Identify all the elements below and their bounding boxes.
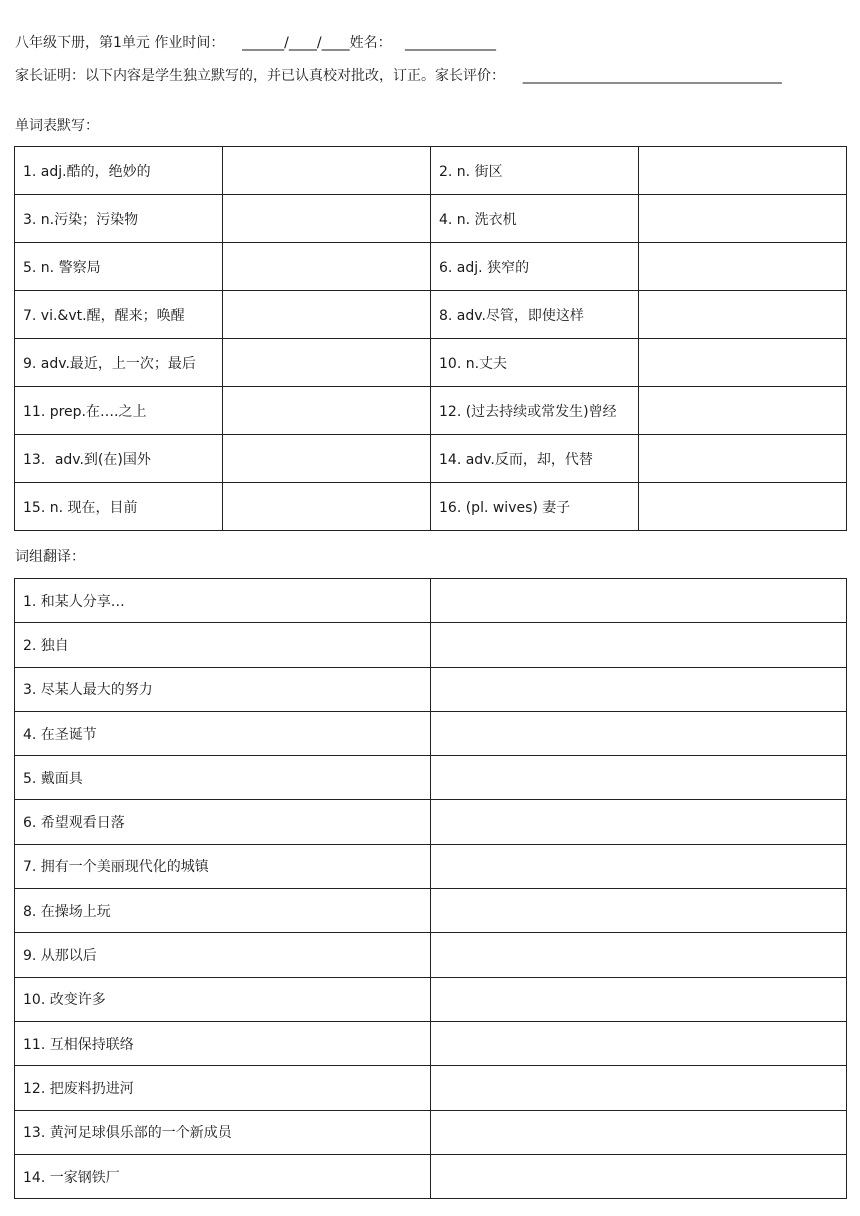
vocab-answer-cell[interactable] [639, 339, 847, 387]
phrase-row [15, 933, 847, 977]
phrase-row [15, 623, 847, 667]
phrase-prompt: 8. 在操场上玩 [15, 889, 431, 933]
phrase-answer-cell[interactable] [431, 623, 847, 667]
phrase-row [15, 844, 847, 888]
phrase-row [15, 756, 847, 800]
phrase-row [15, 579, 847, 623]
vocab-prompt: 16. (pl. wives) 妻子 [431, 483, 639, 531]
phrase-prompt: 14. 一家钢铁厂 [15, 1154, 431, 1198]
phrase-answer-cell[interactable] [431, 1110, 847, 1154]
vocab-row [15, 195, 847, 243]
vocab-answer-cell[interactable] [639, 291, 847, 339]
vocab-prompt: 1. adj.酷的，绝妙的 [15, 147, 223, 195]
phrase-section-title: 词组翻译： [15, 549, 85, 565]
vocab-prompt: 2. n. 街区 [431, 147, 639, 195]
phrase-answer-cell[interactable] [431, 1021, 847, 1065]
vocab-prompt: 14. adv.反而，却，代替 [431, 435, 639, 483]
phrase-prompt: 2. 独自 [15, 623, 431, 667]
vocab-prompt: 15. n. 现在，目前 [15, 483, 223, 531]
vocab-prompt: 7. vi.&vt.醒，醒来；唤醒 [15, 291, 223, 339]
vocab-answer-cell[interactable] [223, 339, 431, 387]
phrase-prompt: 9. 从那以后 [15, 933, 431, 977]
vocab-answer-cell[interactable] [223, 435, 431, 483]
phrase-prompt: 1. 和某人分享… [15, 579, 431, 623]
phrase-row [15, 1066, 847, 1110]
vocab-prompt: 12. (过去持续或常发生)曾经 [431, 387, 639, 435]
phrase-row [15, 889, 847, 933]
phrase-answer-cell[interactable] [431, 711, 847, 755]
phrase-row [15, 977, 847, 1021]
vocab-prompt: 3. n.污染；污染物 [15, 195, 223, 243]
vocab-answer-cell[interactable] [223, 243, 431, 291]
phrase-answer-cell[interactable] [431, 889, 847, 933]
phrase-prompt: 6. 希望观看日落 [15, 800, 431, 844]
vocab-row [15, 291, 847, 339]
phrase-table [14, 578, 847, 1199]
vocab-section-title: 单词表默写： [15, 118, 99, 134]
phrase-answer-cell[interactable] [431, 756, 847, 800]
phrase-row [15, 1110, 847, 1154]
vocab-prompt: 13．adv.到(在)国外 [15, 435, 223, 483]
vocab-row [15, 339, 847, 387]
vocab-answer-cell[interactable] [639, 483, 847, 531]
phrase-answer-cell[interactable] [431, 667, 847, 711]
vocab-answer-cell[interactable] [639, 435, 847, 483]
phrase-prompt: 5. 戴面具 [15, 756, 431, 800]
phrase-answer-cell[interactable] [431, 1066, 847, 1110]
phrase-prompt: 13. 黄河足球俱乐部的一个新成员 [15, 1110, 431, 1154]
phrase-prompt: 4. 在圣诞节 [15, 711, 431, 755]
phrase-answer-cell[interactable] [431, 844, 847, 888]
vocab-prompt: 9. adv.最近，上一次；最后 [15, 339, 223, 387]
header-line-time-name: 八年级下册，第1单元 作业时间： ______/____/____姓名： _____________ [15, 35, 496, 51]
phrase-prompt: 10. 改变许多 [15, 977, 431, 1021]
vocab-prompt: 5. n. 警察局 [15, 243, 223, 291]
vocab-prompt: 11. prep.在….之上 [15, 387, 223, 435]
vocab-answer-cell[interactable] [639, 387, 847, 435]
phrase-prompt: 11. 互相保持联络 [15, 1021, 431, 1065]
phrase-answer-cell[interactable] [431, 977, 847, 1021]
vocab-prompt: 4. n. 洗衣机 [431, 195, 639, 243]
phrase-answer-cell[interactable] [431, 933, 847, 977]
vocab-answer-cell[interactable] [639, 243, 847, 291]
phrase-prompt: 3. 尽某人最大的努力 [15, 667, 431, 711]
vocab-row [15, 147, 847, 195]
phrase-row [15, 1021, 847, 1065]
phrase-answer-cell[interactable] [431, 800, 847, 844]
vocab-answer-cell[interactable] [223, 387, 431, 435]
vocab-answer-cell[interactable] [639, 195, 847, 243]
header-line-parent-note: 家长证明：以下内容是学生独立默写的，并已认真校对批改，订正。家长评价： _____________________________________ [15, 68, 782, 84]
phrase-row [15, 800, 847, 844]
vocab-row [15, 243, 847, 291]
phrase-answer-cell[interactable] [431, 579, 847, 623]
vocab-answer-cell[interactable] [223, 147, 431, 195]
vocab-table [14, 146, 847, 531]
phrase-row [15, 711, 847, 755]
phrase-prompt: 7. 拥有一个美丽现代化的城镇 [15, 844, 431, 888]
vocab-row [15, 483, 847, 531]
vocab-prompt: 6. adj. 狭窄的 [431, 243, 639, 291]
vocab-answer-cell[interactable] [223, 483, 431, 531]
phrase-row [15, 1154, 847, 1198]
vocab-answer-cell[interactable] [223, 195, 431, 243]
phrase-prompt: 12. 把废料扔进河 [15, 1066, 431, 1110]
vocab-row [15, 435, 847, 483]
phrase-answer-cell[interactable] [431, 1154, 847, 1198]
vocab-row [15, 387, 847, 435]
vocab-prompt: 8. adv.尽管，即使这样 [431, 291, 639, 339]
vocab-prompt: 10. n.丈夫 [431, 339, 639, 387]
vocab-answer-cell[interactable] [639, 147, 847, 195]
vocab-answer-cell[interactable] [223, 291, 431, 339]
phrase-row [15, 667, 847, 711]
